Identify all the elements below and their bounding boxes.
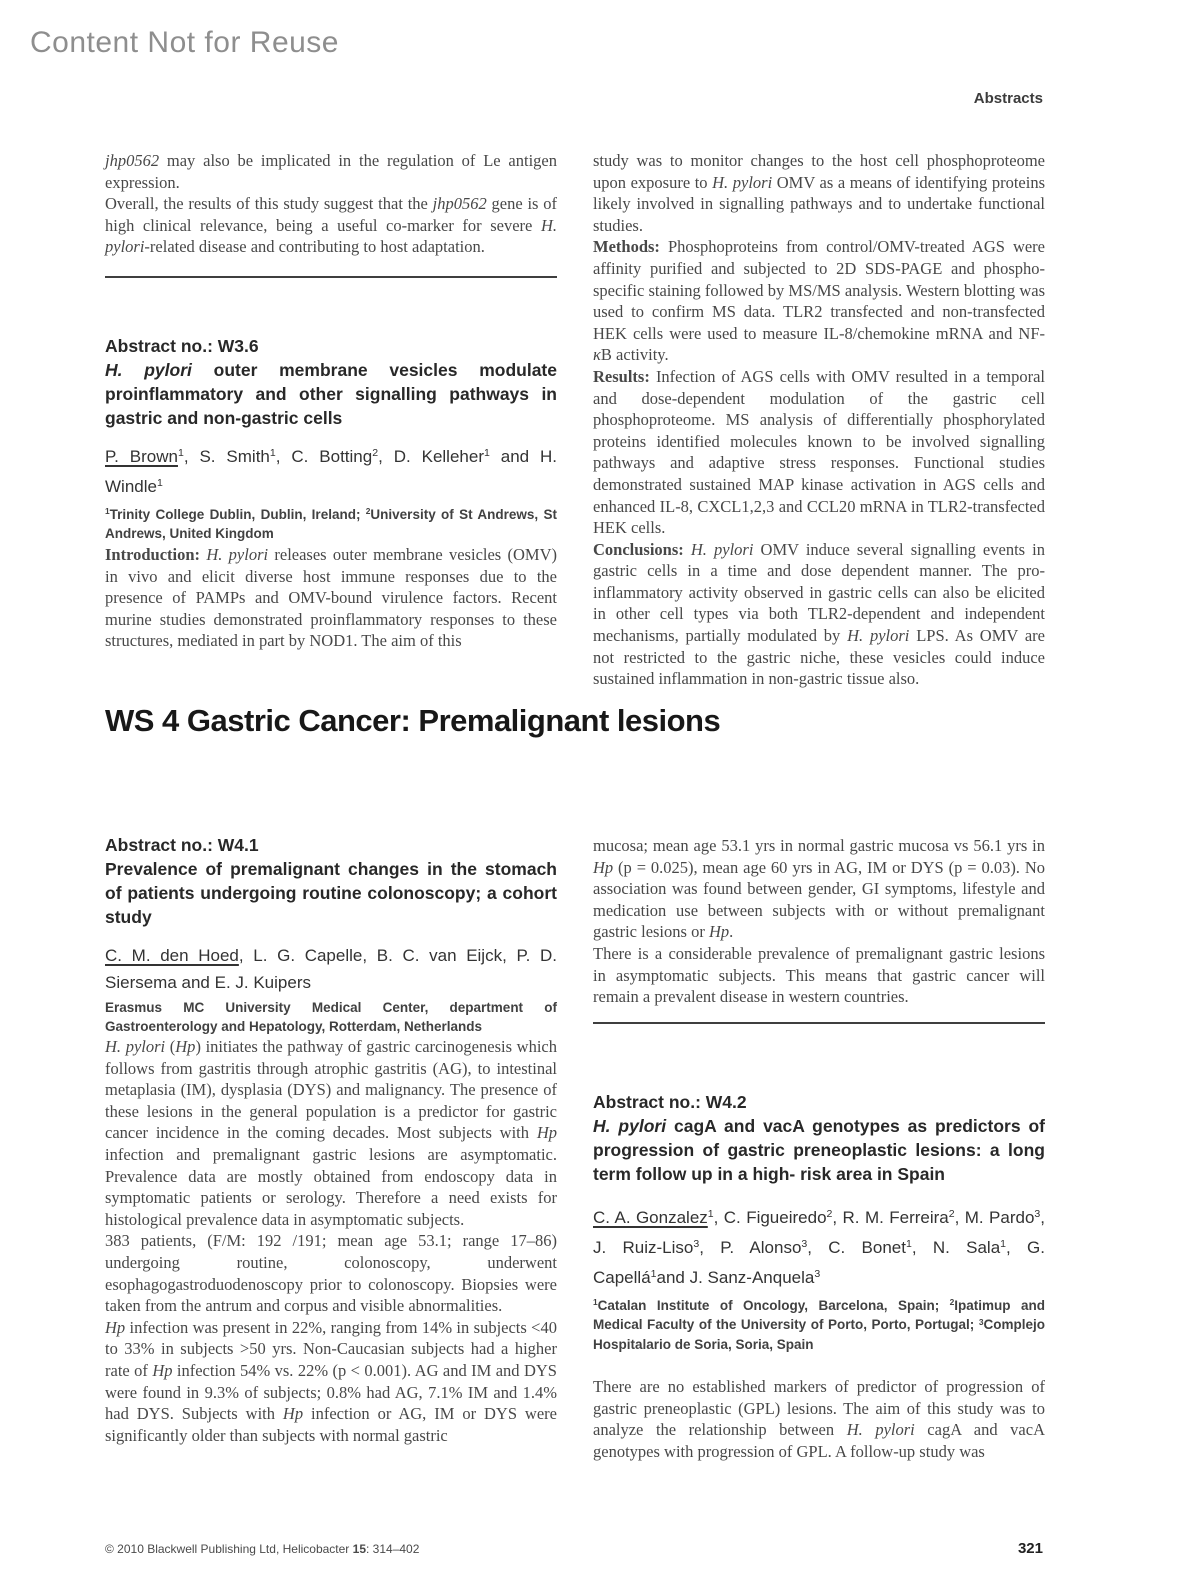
abstract-w41-authors: C. M. den Hoed, L. G. Capelle, B. C. van Eijck, P. D. Siersema and E. J. Kuipers [105, 946, 557, 992]
carryover-paragraph-2: Overall, the results of this study suggest that the jhp0562 gene is of high clinical relevance, being a useful co-marker for severe H. pylori-related disease and contributing to host adaptation. [105, 194, 558, 257]
abstract-w42-heading-block [593, 1090, 1045, 1186]
abstract-w41-paragraph-2: 383 patients, (F/M: 192 /191; mean age 53.1; range 17–86) undergoing routine, colonoscopy, underwent esophagogastroduodenoscopy prior to colonoscopy. Biopsies were taken from the antrum and corpus and visible abnormalities. [105, 1231, 557, 1316]
abstract-w41-title: Prevalence of premalignant changes in the stomach of patients undergoing routine colonoscopy; a cohort study [105, 859, 557, 927]
copyright-line: © 2010 Blackwell Publishing Ltd, Helicobacter 15: 314–402 [105, 1542, 420, 1556]
column-right-bottom [593, 820, 1045, 1463]
abstract-w36-label: Abstract no.: W3.6 [105, 335, 259, 356]
abstract-w42-authors: C. A. Gonzalez$^1$, C. Figueiredo$^2$, R. M. Ferreira$^2$, M. Pardo$^3$, J. Ruiz-Liso$^3$, P. Alonso$^3$, C. Bonet$^1$, N. Sala$^1$, G. Capellá$^1$and J. Sanz-Anquela$^3$ [593, 1207, 1046, 1287]
abstract-w41-affiliations: Erasmus MC University Medical Center, department of Gastroenterology and Hepatology, Rotterdam, Netherlands [105, 1000, 557, 1034]
abstract-w36-authors: P. Brown$^1$, S. Smith$^1$, C. Botting$^2$, D. Kelleher$^1$ and H. Windle$^1$ [105, 446, 558, 496]
abstract-w36-affiliations: $^1$Trinity College Dublin, Dublin, Ireland; $^2$University of St Andrews, St Andrews, United Kingdom [105, 506, 557, 542]
abstract-w42-label: Abstract no.: W4.2 [593, 1091, 747, 1112]
abstract-w36-conclusions: Conclusions: H. pylori OMV induce several signalling events in gastric cells in a time and dose dependent manner. The pro-inflammatory activity observed in gastric cells can also be elicited in other cell types via both TLR2-dependent and independent mechanisms, partially modulated by H. pylori LPS. As OMV are not restricted to the gastric niche, these vesicles could induce sustained inflammation in non-gastric tissue also. [593, 539, 1046, 689]
carryover-paragraph-1: jhp0562 may also be implicated in the regulation of Le antigen expression. [105, 151, 557, 192]
abstract-w41-paragraph-4: There is a considerable prevalence of premalignant gastric lesions in asymptomatic subjects. This means that gastric cancer will remain a prevalent disease in western countries. [593, 943, 1045, 1007]
session-heading-ws4: WS 4 Gastric Cancer: Premalignant lesions [105, 703, 721, 738]
abstract-w36-heading-block [105, 334, 557, 430]
section-divider-rule [105, 276, 557, 278]
abstract-w41-label: Abstract no.: W4.1 [105, 835, 259, 855]
abstract-w41-paragraph-3: Hp infection was present in 22%, ranging from 14% in subjects <40 to 33% in subjects >50 yrs. Non-Caucasian subjects had a higher rate of Hp infection 54% vs. 22% (p < 0.001). AG and IM and DYS were found in 9.3% of subjects; 0.8% had AG, 7.1% IM and 1.4% had DYS. Subjects with Hp infection or AG, IM or DYS were significantly older than subjects with normal gastric [105, 1317, 557, 1445]
abstract-w41-paragraph-1: H. pylori (Hp) initiates the pathway of gastric carcinogenesis which follows from gastritis through atrophic gastritis (AG), to intestinal metaplasia (IM), dysplasia (DYS) and malignancy. The presence of these lesions in the general population is a predictor for gastric cancer incidence in the coming decades. Most subjects with Hp infection and premalignant gastric lesions are asymptomatic. Prevalence data are mostly obtained from endoscopy data in symptomatic patients or serology. Therefore a need exists for histological prevalence data in asymptomatic subjects. [105, 1037, 557, 1229]
content-not-for-reuse-watermark: Content Not for Reuse [30, 26, 339, 59]
running-head-abstracts: Abstracts [973, 90, 1043, 107]
page-number: 321 [1017, 1540, 1043, 1557]
abstract-w42-affiliations: $^1$Catalan Institute of Oncology, Barcelona, Spain; $^2$Ipatimup and Medical Faculty of the University of Porto, Porto, Portugal; $^3$Complejo Hospitalario de Soria, Soria, Spain [593, 1297, 1045, 1352]
column-left-bottom [105, 820, 557, 1446]
abstract-w42-paragraph-1: There are no established markers of predictor of progression of gastric preneoplastic (GPL) lesions. The aim of this study was to analyze the relationship between H. pylori cagA and vacA genotypes with progression of GPL. A follow-up study was [593, 1377, 1045, 1462]
column-left-top [105, 150, 557, 652]
page-footer [105, 1540, 1043, 1557]
abstract-divider-rule [593, 1022, 1045, 1024]
abstract-w36-title: H. pylori outer membrane vesicles modulate proinflammatory and other signalling pathways in gastric and non-gastric cells [105, 359, 557, 428]
abstract-w42-title: H. pylori cagA and vacA genotypes as predictors of progression of gastric preneoplastic lesions: a long term follow up in a high- risk area in Spain [593, 1115, 1045, 1184]
abstract-w36-introduction-continued: study was to monitor changes to the host cell phosphoproteome upon exposure to H. pylori OMV as a means of identifying proteins likely involved in signalling pathways and to undertake functional studies. [593, 151, 1045, 235]
abstract-w41-paragraph-3-continued: mucosa; mean age 53.1 yrs in normal gastric mucosa vs 56.1 yrs in Hp (p = 0.025), mean age 60 yrs in AG, IM or DYS (p = 0.03). No association was found between gender, GI symptoms, lifestyle and medication use between subjects with or without premalignant gastric lesions or Hp. [593, 836, 1045, 942]
abstract-w36-methods: Methods: Phosphoproteins from control/OMV-treated AGS were affinity purified and subjected to 2D SDS-PAGE and phospho-specific staining followed by MS/MS analysis. Western blotting was used to confirm MS data. TLR2 transfected and non-transfected HEK cells were used to measure IL-8/chemokine mRNA and NF-κB activity. [593, 237, 1045, 365]
abstract-w36-introduction: Introduction: H. pylori releases outer membrane vesicles (OMV) in vivo and elicit diverse host immune responses due to the presence of PAMPs and OMV-bound virulence factors. Recent murine studies demonstrated proinflammatory responses to these structures, mediated in part by NOD1. The aim of this [105, 544, 557, 651]
abstract-w41-heading-block [105, 833, 557, 929]
column-right-top [593, 150, 1045, 690]
abstract-w36-results: Results: Infection of AGS cells with OMV resulted in a temporal and dose-dependent modulation of the gastric cell phosphoproteome. MS analysis of differentially phosphorylated proteins identified molecules known to be involved signalling pathways and adaptive stress responses. Functional studies demonstrated sustained MAP kinase activation in AGS cells and enhanced IL-8, CXCL1,2,3 and CCL20 mRNA in TLR2-transfected HEK cells. [593, 366, 1045, 538]
